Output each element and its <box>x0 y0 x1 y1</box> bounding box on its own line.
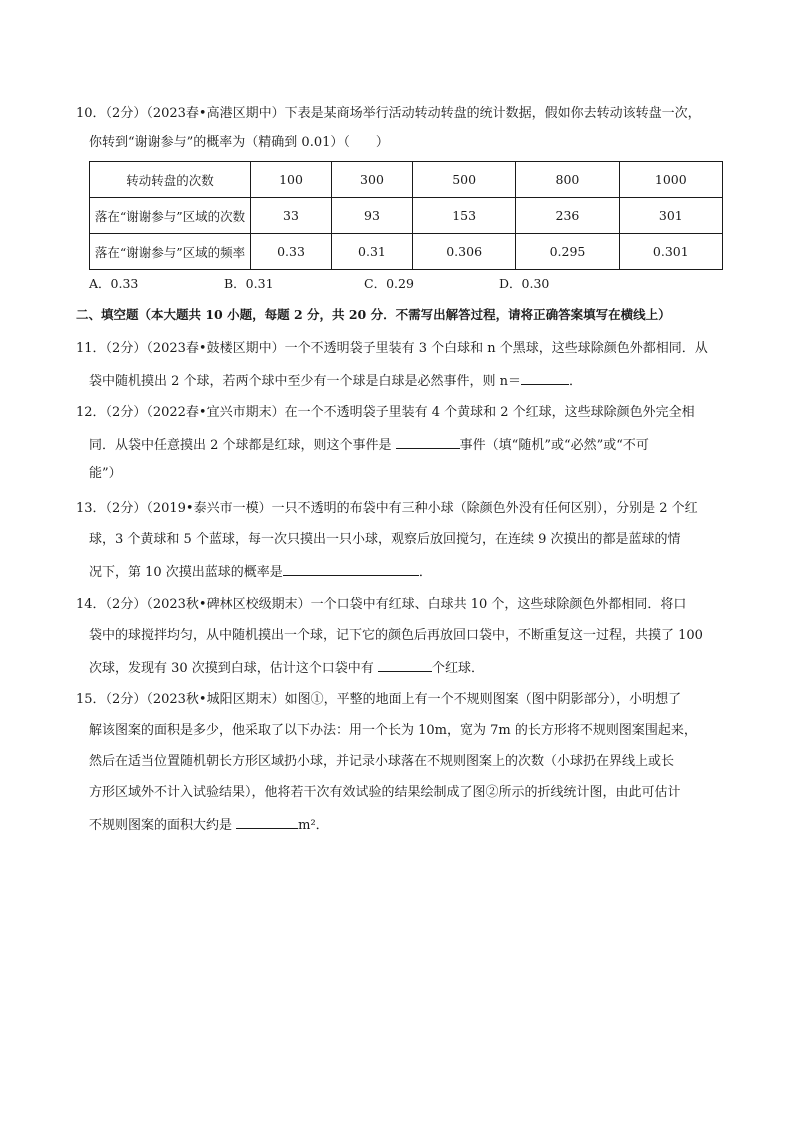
table-cell: 93 <box>331 198 412 234</box>
q14-line-2: 袋中的球搅拌均匀，从中随机摸出一个球，记下它的颜色后再放回口袋中，不断重复这一过程，共摸了 100 <box>89 628 703 643</box>
q11-text-end: ． <box>569 374 583 389</box>
q13-line-3 <box>89 561 432 583</box>
q15-line-4: 方形区域外不计入试验结果），他将若干次有效试验的结果绘制成了图②所示的折线统计图，由此可估计 <box>89 785 681 800</box>
q15-line-3: 然后在适当位置随机朝长方形区域扔小球，并记录小球落在不规则图案上的次数（小球扔在界线上或长 <box>89 754 675 769</box>
q15-line-1: 15．（2分）（2023秋•城阳区期末）如图①，平整的地面上有一个不规则图案（图中阴影部分），小明想了 <box>76 692 682 707</box>
table-cell: 153 <box>412 198 515 234</box>
q14-line-3 <box>89 657 484 679</box>
q15-line-2: 解该图案的面积是多少，他采取了以下办法：用一个长为 10m，宽为 7m 的长方形将不规则图案围起来， <box>89 723 697 738</box>
table-cell: 33 <box>251 198 332 234</box>
table-cell: 800 <box>516 162 619 198</box>
answer-blank[interactable] <box>521 370 569 385</box>
q12-text: 同．从袋中任意摸出 2 个球都是红球，则这个事件是 <box>89 438 396 453</box>
option-a: A．0.33 <box>89 276 139 291</box>
table-cell: 0.301 <box>619 234 722 270</box>
option-d: D．0.30 <box>499 276 550 291</box>
answer-blank[interactable] <box>396 434 460 449</box>
q14-text: 次球，发现有 30 次摸到白球，估计这个口袋中有 <box>89 661 378 676</box>
section-title: 二、填空题（本大题共 10 小题，每题 2 分，共 20 分．不需写出解答过程，请将正确答案填写在横线上） <box>76 307 671 322</box>
table-cell: 0.31 <box>331 234 412 270</box>
q12-line-1: 12．（2分）（2022春•宜兴市期末）在一个不透明袋子里装有 4 个黄球和 2 个红球，这些球除颜色外完全相 <box>76 405 695 420</box>
q12-text-end: 事件（填“随机”或“必然”或“不可 <box>459 438 649 453</box>
option-c: C．0.29 <box>364 276 414 291</box>
q12-line-3: 能”） <box>89 466 122 481</box>
q11-text: 袋中随机摸出 2 个球，若两个球中至少有一个球是白球是必然事件，则 n＝ <box>89 374 522 389</box>
table-cell: 落在“谢谢参与”区域的频率 <box>90 234 251 270</box>
table-row <box>90 162 723 198</box>
table-cell: 0.295 <box>516 234 619 270</box>
table-row <box>90 234 723 270</box>
q10-line-1: 10．（2分）（2023春•高港区期中）下表是某商场举行活动转动转盘的统计数据，假如你去转动该转盘一次， <box>76 106 701 121</box>
answer-blank[interactable] <box>236 814 298 829</box>
table-cell: 0.306 <box>412 234 515 270</box>
q14-line-1: 14．（2分）（2023秋•碑林区校级期末）一个口袋中有红球、白球共 10 个，这些球除颜色外都相同．将口 <box>76 597 687 612</box>
table-cell: 301 <box>619 198 722 234</box>
q15-line-5 <box>89 814 329 836</box>
table-cell: 100 <box>251 162 332 198</box>
q13-line-1: 13．（2分）（2019•泰兴市一模）一只不透明的布袋中有三种小球（除颜色外没有任何区别），分别是 2 个红 <box>76 501 698 516</box>
statistics-table <box>89 161 723 270</box>
table-cell: 300 <box>331 162 412 198</box>
table-cell: 0.33 <box>251 234 332 270</box>
q12-line-2 <box>89 434 649 456</box>
q13-line-2: 球，3 个黄球和 5 个蓝球，每一次只摸出一只小球，观察后放回搅匀，在连续 9 次摸出的都是蓝球的情 <box>89 532 681 547</box>
q13-text-end: ． <box>418 565 432 580</box>
q15-text-end: m²． <box>298 818 329 833</box>
table-cell: 落在“谢谢参与”区域的次数 <box>90 198 251 234</box>
table-cell: 236 <box>516 198 619 234</box>
q15-text: 不规则图案的面积大约是 <box>89 818 237 833</box>
table-cell: 1000 <box>619 162 722 198</box>
table-row <box>90 198 723 234</box>
answer-blank[interactable] <box>283 561 419 576</box>
q11-line-1: 11．（2分）（2023春•鼓楼区期中）一个不透明袋子里装有 3 个白球和 n 个黑球，这些球除颜色外都相同．从 <box>76 341 708 356</box>
table-cell: 转动转盘的次数 <box>90 162 251 198</box>
q10-line-2: 你转到“谢谢参与”的概率为（精确到 0.01）（ ） <box>89 135 389 150</box>
q11-line-2 <box>89 370 582 392</box>
table-cell: 500 <box>412 162 515 198</box>
option-b: B．0.31 <box>224 276 274 291</box>
answer-blank[interactable] <box>378 657 432 672</box>
q14-text-end: 个红球． <box>431 661 484 676</box>
q13-text: 况下，第 10 次摸出蓝球的概率是 <box>89 565 283 580</box>
